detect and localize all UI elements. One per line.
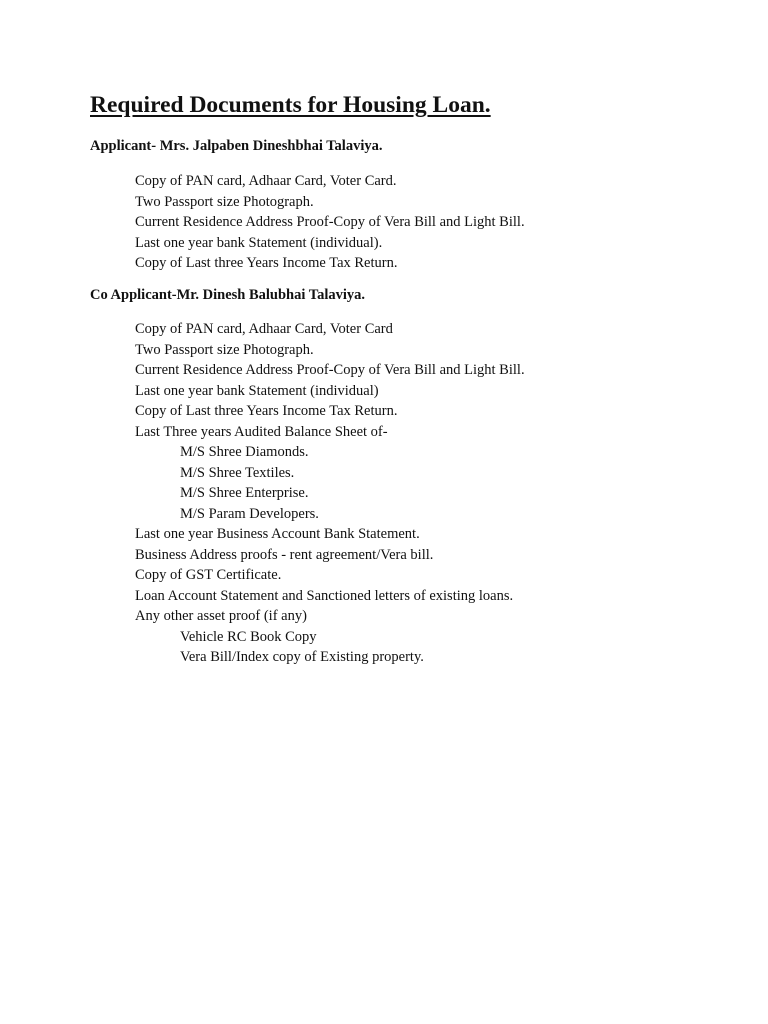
- item-text: Vehicle RC Book Copy: [180, 628, 317, 645]
- item-text: Current Residence Address Proof-Copy of Vera Bill and Light Bill.: [135, 362, 525, 378]
- item-text: Copy of PAN card, Adhaar Card, Voter Card: [135, 321, 393, 337]
- item-text: Two Passport size Photograph.: [135, 341, 314, 358]
- item-text: Vera Bill/Index copy of Existing property.: [180, 649, 424, 665]
- applicant-heading: Applicant- Mrs. Jalpaben Dineshbhai Talaviya.: [90, 138, 383, 154]
- item-text: M/S Param Developers.: [180, 505, 319, 522]
- item-text: Last one year bank Statement (individual): [135, 382, 379, 399]
- item-text: Last Three years Audited Balance Sheet of-: [135, 423, 388, 440]
- item-text: Loan Account Statement and Sanctioned letters of existing loans.: [135, 587, 514, 604]
- item-text: Any other asset proof (if any): [135, 608, 307, 624]
- item-text: Copy of GST Certificate.: [135, 567, 282, 583]
- item-text: Current Residence Address Proof-Copy of Vera Bill and Light Bill.: [135, 214, 525, 230]
- item-text: M/S Shree Enterprise.: [180, 485, 309, 501]
- item-text: Business Address proofs - rent agreement/Vera bill.: [135, 546, 434, 563]
- item-text: M/S Shree Textiles.: [180, 464, 295, 481]
- item-text: Copy of Last three Years Income Tax Return.: [135, 255, 398, 271]
- item-text: Last one year bank Statement (individual).: [135, 234, 383, 251]
- item-text: Two Passport size Photograph.: [135, 193, 314, 210]
- item-text: Copy of PAN card, Adhaar Card, Voter Card.: [135, 173, 397, 189]
- document-title: Required Documents for Housing Loan.: [90, 92, 491, 118]
- item-text: M/S Shree Diamonds.: [180, 444, 309, 460]
- item-text: Last one year Business Account Bank Statement.: [135, 526, 420, 542]
- item-text: Copy of Last three Years Income Tax Return.: [135, 403, 398, 419]
- co-applicant-heading: Co Applicant-Mr. Dinesh Balubhai Talaviya.: [90, 287, 366, 303]
